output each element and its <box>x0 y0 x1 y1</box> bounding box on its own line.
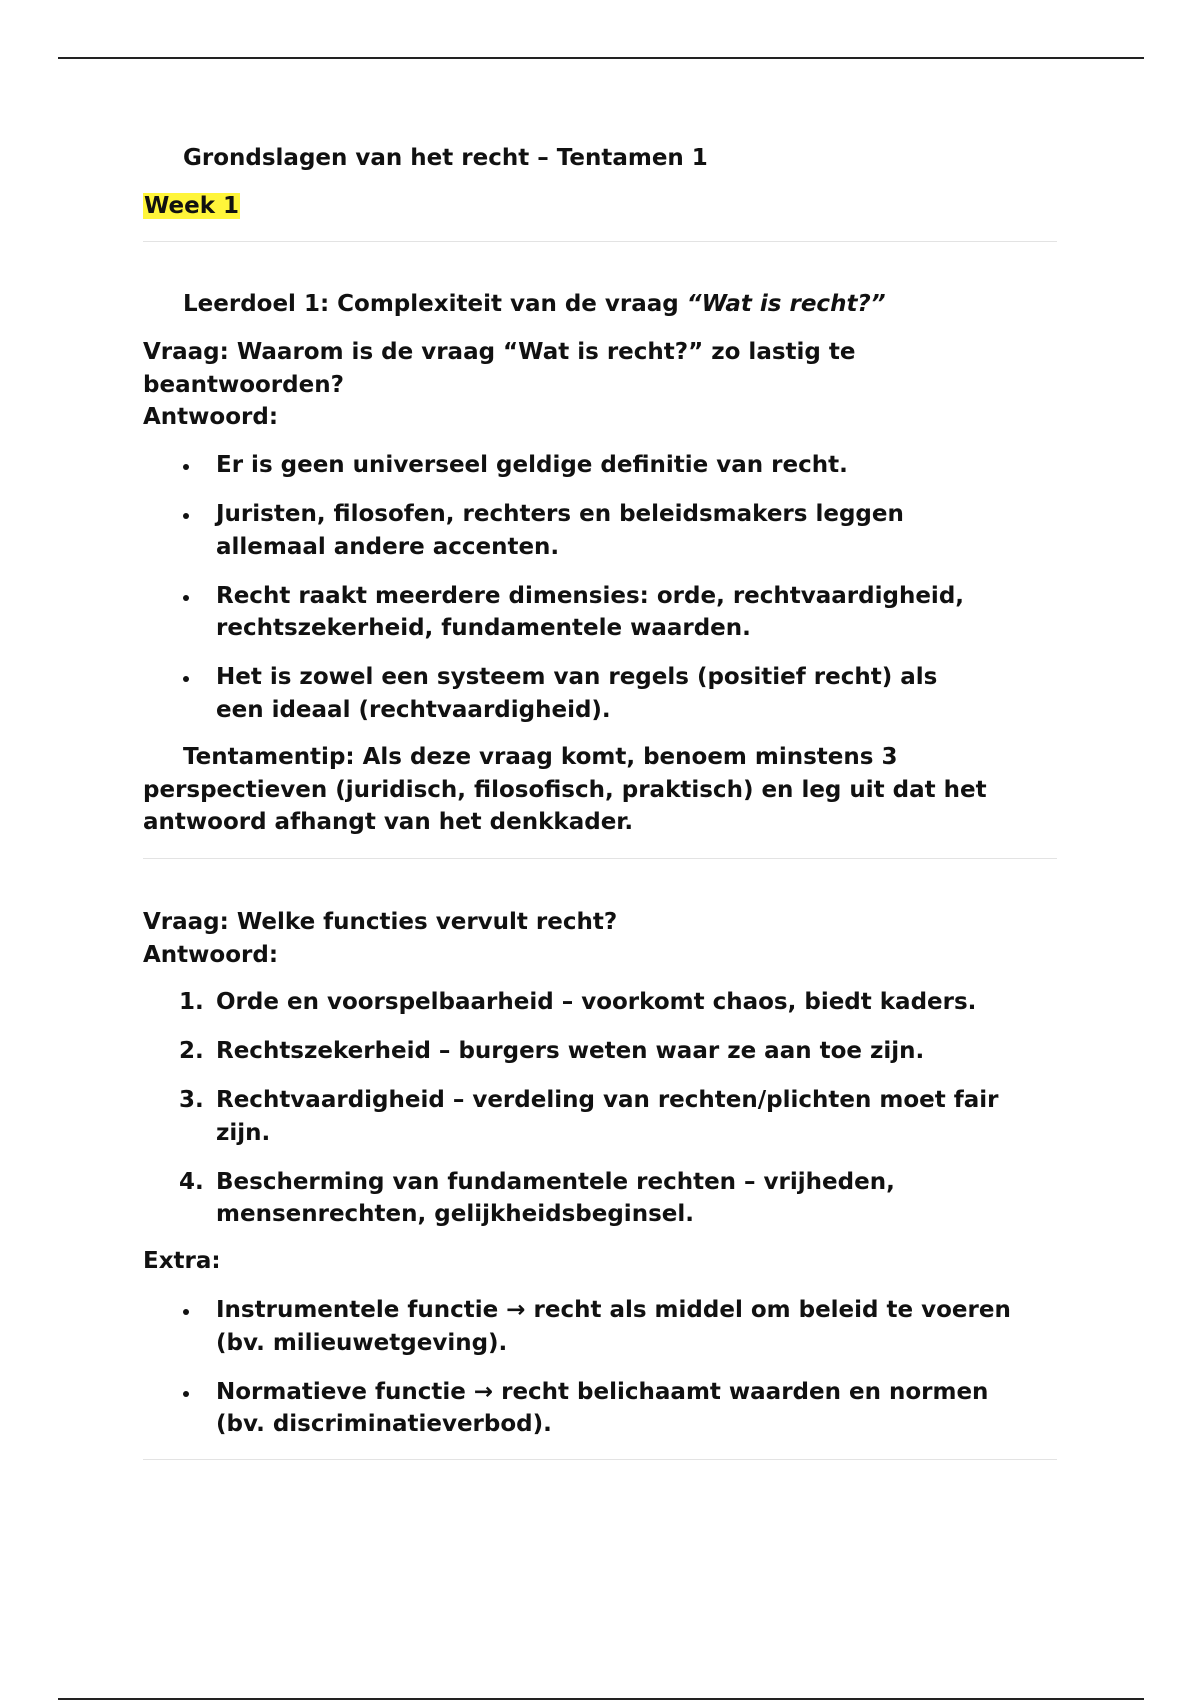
list-item <box>143 986 1057 1019</box>
week-highlight: Week 1 <box>144 193 240 219</box>
list-item <box>143 498 1057 563</box>
list-item <box>143 1376 1057 1441</box>
bullet-icon <box>183 595 189 601</box>
question-2-text: Vraag: Welke functies vervult recht? <box>143 909 618 935</box>
leerdoel-heading-prefix: Leerdoel 1: Complexiteit van de vraag <box>183 291 687 317</box>
page-top-rule <box>58 57 1144 59</box>
tip-line-2: perspectieven (juridisch, filosofisch, praktisch) en leg uit dat het <box>143 776 987 803</box>
list-item <box>143 661 1057 726</box>
list-item-text-cont: mensenrechten, gelijkheidsbeginsel. <box>216 1201 694 1227</box>
list-item-text-cont: (bv. milieuwetgeving). <box>216 1329 508 1356</box>
tentamen-tip <box>143 741 1057 839</box>
list-item <box>143 580 1057 645</box>
question-1-line-1: Vraag: Waarom is de vraag “Wat is recht?” zo lastig te <box>143 339 856 365</box>
extra-label <box>143 1245 1057 1278</box>
list-item-text: Instrumentele functie → recht als middel om beleid te voeren <box>216 1297 1011 1323</box>
list-item-text: Bescherming van fundamentele rechten – vrijheden, <box>216 1168 895 1195</box>
section-divider-3 <box>143 1459 1057 1460</box>
answer-2-numbered-list <box>143 986 1057 1231</box>
title-text: Grondslagen van het recht – Tentamen 1 <box>183 145 708 171</box>
list-number: 1. <box>179 989 204 1015</box>
list-item-text: Juristen, filosofen, rechters en beleidsmakers leggen <box>216 501 904 527</box>
bullet-icon <box>183 1309 189 1315</box>
bullet-icon <box>183 513 189 519</box>
question-1-line-2: beantwoorden? <box>143 371 344 398</box>
list-item-text: Het is zowel een systeem van regels (positief recht) als <box>216 664 938 690</box>
extra-label-text: Extra: <box>143 1248 221 1274</box>
question-1 <box>143 336 1057 434</box>
list-item-text: Rechtszekerheid – burgers weten waar ze aan toe zijn. <box>216 1038 925 1064</box>
tip-line-1: Tentamentip: Als deze vraag komt, benoem minstens 3 <box>183 744 898 770</box>
list-item-text: Normatieve functie → recht belichaamt waarden en normen <box>216 1378 989 1405</box>
list-item-text: Orde en voorspelbaarheid – voorkomt chaos, biedt kaders. <box>216 989 977 1015</box>
list-item-text-cont: een ideaal (rechtvaardigheid). <box>216 696 611 723</box>
bullet-icon <box>183 464 189 470</box>
week-label <box>143 190 1057 223</box>
section-divider-1 <box>143 241 1057 242</box>
list-item-text-cont: (bv. discriminatieverbod). <box>216 1411 552 1437</box>
leerdoel-heading-italic: “Wat is recht?” <box>686 291 886 317</box>
section-divider-2 <box>143 858 1057 859</box>
document-title <box>143 142 1057 175</box>
list-item-text: Recht raakt meerdere dimensies: orde, rechtvaardigheid, <box>216 582 965 609</box>
list-item-text: Er is geen universeel geldige definitie van recht. <box>216 452 848 478</box>
list-item-text-cont: allemaal andere accenten. <box>216 533 560 560</box>
answer-2-label: Antwoord: <box>143 941 279 968</box>
list-number: 3. <box>179 1087 204 1113</box>
bullet-icon <box>183 1391 189 1397</box>
list-item-text-cont: zijn. <box>216 1119 271 1146</box>
extra-bullet-list <box>143 1294 1057 1441</box>
list-number: 4. <box>179 1168 204 1195</box>
answer-1-bullet-list <box>143 449 1057 726</box>
list-item <box>143 1166 1057 1231</box>
list-item <box>143 1294 1057 1359</box>
list-number: 2. <box>179 1038 204 1064</box>
question-2 <box>143 906 1057 971</box>
bullet-icon <box>183 676 189 682</box>
list-item <box>143 1035 1057 1068</box>
list-item <box>143 449 1057 482</box>
list-item <box>143 1084 1057 1149</box>
leerdoel-heading <box>143 288 1057 321</box>
answer-1-label: Antwoord: <box>143 404 279 430</box>
list-item-text: Rechtvaardigheid – verdeling van rechten/plichten moet fair <box>216 1087 999 1113</box>
list-item-text-cont: rechtszekerheid, fundamentele waarden. <box>216 615 751 641</box>
tip-line-3: antwoord afhangt van het denkkader. <box>143 809 634 835</box>
